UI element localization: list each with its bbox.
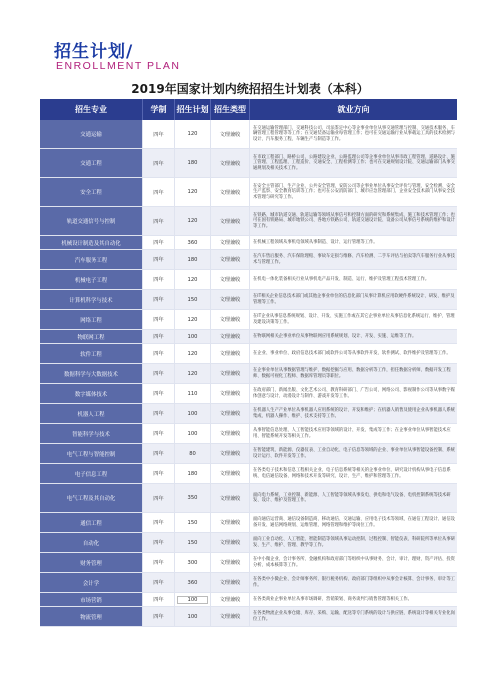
plan-cell-text: 360 [187, 239, 198, 246]
type-cell-text: 文理兼收 [219, 277, 241, 283]
type-cell-text: 文理兼收 [219, 580, 241, 586]
type-cell-text: 文理兼收 [219, 351, 241, 357]
duration-cell [143, 607, 175, 626]
duration-cell-text: 四年 [153, 597, 164, 603]
duration-cell [143, 553, 175, 572]
major-cell-text: 轨道交通信号与控制 [66, 219, 116, 225]
major-cell [40, 553, 143, 572]
duration-cell [143, 593, 175, 606]
type-cell [211, 484, 250, 512]
direction-cell-text: 在中小微企业、会计事务所、金融机构和政府部门等组织中从事财务、会计、审计、理财、资产评估、投资分析、成本核算等工作。 [253, 557, 455, 568]
plan-cell-text: 120 [187, 316, 198, 323]
plan-cell-text: 150 [187, 519, 198, 526]
duration-cell-text: 四年 [153, 257, 164, 263]
major-cell-text: 数据科学与大数据技术 [64, 371, 118, 378]
plan-cell-text: 120 [187, 350, 198, 357]
duration-cell [143, 533, 175, 552]
duration-cell-text: 四年 [153, 495, 164, 502]
plan-cell [175, 120, 211, 148]
direction-cell [250, 330, 457, 343]
duration-cell [143, 364, 175, 383]
plan-cell [175, 464, 211, 483]
duration-cell-text: 四年 [153, 614, 164, 620]
major-cell-text: 数字媒体技术 [74, 391, 108, 398]
table-row [40, 364, 457, 384]
type-cell [211, 384, 250, 403]
major-cell [40, 330, 143, 343]
direction-cell [250, 533, 457, 552]
duration-cell [143, 513, 175, 532]
table-row [40, 513, 457, 533]
type-cell-text: 文理兼收 [219, 218, 241, 225]
type-cell-text: 文理兼收 [219, 391, 241, 397]
plan-cell [175, 553, 211, 572]
type-cell-text: 文理兼收 [219, 257, 241, 263]
major-cell [40, 484, 143, 512]
duration-cell [143, 250, 175, 269]
table-row [40, 149, 457, 178]
type-cell [211, 424, 250, 443]
major-cell-text: 物流管理 [80, 614, 102, 621]
type-cell [211, 207, 250, 235]
major-cell-text: 智能科学与技术 [72, 431, 110, 438]
major-cell [40, 607, 143, 626]
direction-cell [250, 250, 457, 269]
direction-cell [250, 513, 457, 532]
major-cell [40, 344, 143, 363]
plan-cell-text: 150 [187, 296, 198, 303]
plan-cell [175, 270, 211, 289]
direction-cell [250, 178, 457, 206]
direction-cell-text: 在物联网相关企事业单位从事物联网应用系统规划、设计、开发、实施、运维等工作。 [253, 333, 417, 339]
major-cell [40, 250, 143, 269]
table-body [40, 120, 457, 627]
direction-cell-text: 在各类物流企业从事仓储、库存、采购、运输、配送等专门系统的设计与供应链、系统设计等相关专业化岗位工作。 [253, 611, 455, 622]
duration-cell [143, 444, 175, 463]
type-cell [211, 120, 250, 148]
plan-cell [175, 513, 211, 532]
table-row [40, 533, 457, 553]
direction-cell [250, 424, 457, 443]
plan-cell-text: 150 [187, 539, 198, 546]
direction-cell-text: 在机器人生产产业单位从事机器人应用系统的设计、开发和维护；在机器人销售及使用企业从事机器人系统集成、机器人操作、维护、技术支持等工作。 [253, 408, 455, 419]
duration-cell [143, 310, 175, 329]
table-row [40, 593, 457, 607]
plan-cell-text: 180 [187, 470, 198, 477]
plan-cell-text: 100 [187, 430, 198, 437]
duration-cell-text: 四年 [153, 471, 164, 477]
major-cell-text: 交通运输 [80, 132, 102, 138]
table-row [40, 384, 457, 404]
type-cell [211, 593, 250, 606]
major-cell-text: 安全工程 [80, 190, 102, 196]
major-cell [40, 444, 143, 463]
direction-cell [250, 484, 457, 512]
type-cell [211, 236, 250, 249]
major-cell [40, 207, 143, 235]
direction-cell [250, 120, 457, 148]
type-cell [211, 344, 250, 363]
plan-cell-text: 360 [187, 579, 198, 586]
direction-cell-text: 从事智能信息处理、人工智能技术应用等领域的设计、开发、集成等工作；在企事业单位从事智能技术应用、智能系统开发等相关工作。 [253, 428, 451, 439]
type-cell [211, 533, 250, 552]
table-row [40, 424, 457, 444]
duration-cell-text: 四年 [153, 277, 164, 283]
major-cell [40, 424, 143, 443]
plan-cell-text: 80 [189, 450, 196, 457]
direction-cell-text: 在机电一体化装备相关行业从事机电产品开发、制造、运行、维护及管理工程技术管理工作。 [253, 276, 430, 282]
direction-cell-text: 面向通信运营商、通信设备制造商、移动通信、交通运输、应用电子技术等领域、在通信工程设计、通信设备开发、通信网络规划、运维管理、网络管理和维护等岗位工作。 [253, 517, 455, 528]
plan-cell-text: 120 [187, 370, 198, 377]
duration-cell [143, 424, 175, 443]
plan-cell-text: 120 [187, 189, 198, 195]
major-cell [40, 270, 143, 289]
direction-cell-text: 在企事业单位从事数据管理与维护、数据挖掘与应用、数据分析等工作，担任数据分析师、数据开发工程师、数据可视化工程师、数据库管理员等职位。 [253, 368, 451, 379]
duration-cell-text: 四年 [153, 351, 164, 357]
duration-cell [143, 120, 175, 148]
major-cell-text: 电子信息工程 [74, 471, 108, 478]
type-cell-text: 文理兼收 [219, 495, 241, 502]
table-row [40, 178, 457, 207]
direction-cell-text: 面向电力系统、工业控制、新能源、人工智能等领域从事发电、供电和电气设备、电机控制系统等技术研发、设计、维护及管理工作。 [253, 492, 451, 503]
plan-cell [175, 236, 211, 249]
plan-cell [175, 250, 211, 269]
direction-cell [250, 236, 457, 249]
direction-cell [250, 364, 457, 383]
major-cell-text: 机械设计制造及其自动化 [61, 240, 121, 247]
plan-cell [175, 607, 211, 626]
duration-cell [143, 464, 175, 483]
table-row [40, 120, 457, 149]
direction-cell-text: 在机械工程领域从事机电领域从事制造、设计、运行管理等工作。 [253, 239, 378, 245]
direction-cell-text: 面向工业自动化、人工智能、智能制造等领域从事运动控制、过程控制、智能仪表、科研院所等单位从事研发、生产、维护、管理、教学等工作。 [253, 537, 455, 548]
type-cell [211, 464, 250, 483]
plan-cell [175, 149, 211, 177]
major-cell [40, 236, 143, 249]
type-cell [211, 290, 250, 309]
direction-cell [250, 290, 457, 309]
direction-cell [250, 384, 457, 403]
table-row [40, 290, 457, 310]
type-cell-text: 文理兼收 [219, 371, 241, 377]
duration-cell [143, 236, 175, 249]
plan-cell-text: 100 [187, 333, 198, 340]
duration-cell-text: 四年 [153, 189, 164, 196]
table-row [40, 573, 457, 593]
duration-cell-text: 四年 [153, 580, 164, 586]
type-cell-text: 文理兼收 [219, 240, 241, 246]
duration-cell [143, 404, 175, 423]
major-cell [40, 120, 143, 148]
type-cell-text: 文理兼收 [219, 520, 241, 526]
major-cell-text: 通信工程 [80, 520, 102, 527]
major-cell [40, 593, 143, 606]
plan-cell [175, 364, 211, 383]
type-cell-text: 文理兼收 [219, 297, 241, 303]
duration-cell-text: 四年 [153, 240, 164, 246]
direction-cell-text: 在铁路、城市轨道交通、轨道运输等领域从事信号和控制方面的研究和系统集成、施工和技术管理工作；也可在国有铁路局、城市地铁公司、各地方铁路公司、轨道交通设计院、设备公司从事信号系统的维护和设计等工作。 [253, 212, 455, 229]
table-row [40, 404, 457, 424]
direction-cell-text: 在交通运输管理部门、交通科技公司、司法鉴定中心等企事业单位从事交通管理与控制、交通技术服务、车辆管理工程管理等等工作；在交通装备运输业每管理工作；也可在交通运输行业从事载运工具的技术检测与设计、汽车服务工程、车辆生产与制造等工作。 [253, 125, 455, 142]
type-cell-text: 文理兼收 [219, 451, 241, 457]
type-cell-text: 文理兼收 [219, 431, 241, 437]
type-cell-text: 文理兼收 [219, 560, 241, 566]
plan-cell [175, 207, 211, 235]
type-cell [211, 178, 250, 206]
plan-cell [175, 573, 211, 592]
major-cell-text: 网络工程 [80, 317, 102, 324]
type-cell-text: 文理兼收 [219, 317, 241, 323]
type-cell [211, 513, 250, 532]
duration-cell [143, 270, 175, 289]
major-cell [40, 533, 143, 552]
type-cell-text: 文理兼收 [219, 160, 241, 167]
plan-cell-text: 180 [187, 256, 198, 263]
duration-cell-text: 四年 [153, 160, 164, 167]
duration-cell-text: 四年 [153, 560, 164, 566]
type-cell-text: 文理兼收 [219, 411, 241, 417]
direction-cell [250, 593, 457, 606]
duration-cell [143, 344, 175, 363]
direction-cell [250, 573, 457, 592]
major-cell-text: 交通工程 [80, 161, 102, 167]
major-cell [40, 178, 143, 206]
type-cell-text: 文理兼收 [219, 471, 241, 477]
major-cell [40, 310, 143, 329]
plan-cell [175, 310, 211, 329]
duration-cell-text: 四年 [153, 451, 164, 457]
type-cell-text: 文理兼收 [219, 597, 241, 603]
type-cell-text: 文理兼收 [219, 540, 241, 546]
plan-cell [175, 444, 211, 463]
major-cell-text: 机械电子工程 [74, 277, 108, 284]
direction-cell [250, 310, 457, 329]
enrollment-table [40, 99, 457, 627]
plan-cell-text: 120 [187, 131, 198, 137]
duration-cell [143, 149, 175, 177]
plan-cell-text: 300 [187, 559, 198, 566]
table-row [40, 607, 457, 627]
direction-cell [250, 607, 457, 626]
type-cell-text: 文理兼收 [219, 131, 241, 138]
major-cell-text: 电气工程与智能控制 [66, 451, 116, 458]
major-cell [40, 149, 143, 177]
type-cell [211, 553, 250, 572]
major-cell-text: 电气工程及其自动化 [66, 496, 116, 502]
major-cell-text: 自动化 [82, 540, 100, 547]
direction-cell-text: 在政府部门、新闻出版、文化艺术公司、教育科研部门、广告公司、网络公司、影视制作公司等从事数字媒体创意与设计、动漫设计与制作、游戏开发等工作。 [253, 388, 455, 399]
plan-cell-text: 120 [187, 276, 198, 283]
major-cell-text: 市场营销 [80, 597, 102, 604]
duration-cell-text: 四年 [153, 411, 164, 417]
major-cell-text: 计算机科学与技术 [69, 297, 113, 304]
type-cell [211, 330, 250, 343]
plan-cell [175, 404, 211, 423]
type-cell [211, 364, 250, 383]
type-cell-text: 文理兼收 [219, 189, 241, 196]
direction-cell [250, 344, 457, 363]
duration-cell-text: 四年 [153, 540, 164, 546]
direction-cell [250, 464, 457, 483]
direction-cell-text: 在各类电子技术和信息工程相关企业、电子信息系统等相关的企事业单位、研究设计机构从事电子信息系统、电信通信设备、网络和技术开发等研究、设计、生产、维护和管理等工作。 [253, 468, 451, 479]
plan-cell [175, 290, 211, 309]
table-row [40, 310, 457, 330]
table-row [40, 250, 457, 270]
direction-cell [250, 553, 457, 572]
direction-cell [250, 207, 457, 235]
major-cell-text: 软件工程 [80, 351, 102, 358]
direction-cell-text: 在企业、事业单位、政府信息技术部门或软件公司等从事软件开发、软件测试、软件维护及管理等工作。 [253, 350, 451, 356]
type-cell [211, 404, 250, 423]
plan-cell [175, 533, 211, 552]
plan-cell-text: 120 [187, 218, 198, 224]
direction-cell-text: 在汽车售后服务、汽车保险理赔、事故车定损与维修、汽车检测、二手车评估与拍卖等汽车服务行业从事技术与管理工作。 [253, 254, 455, 265]
duration-cell [143, 573, 175, 592]
direction-cell-text: 在市政工程部门、路桥公司、公路建设企业、公路监理公司等企事业单位从事市政工程管理、道路设计、施工管理、工程监理、工程造价、交通安全、工程检测等工作；也可在交通规划设计院、交通运输部门从事交通规划及相关技术工作。 [253, 154, 455, 171]
table-row [40, 207, 457, 236]
type-cell [211, 444, 250, 463]
type-cell-text: 文理兼收 [219, 334, 241, 340]
table-row [40, 270, 457, 290]
major-cell-text: 会计学 [82, 580, 100, 587]
major-cell [40, 464, 143, 483]
table-header [40, 99, 457, 120]
major-cell [40, 384, 143, 403]
direction-cell [250, 149, 457, 177]
table-row [40, 344, 457, 364]
header-duration: 学制 [143, 99, 175, 120]
direction-cell-text: 在IT相关企业信息技术部门或其他企事业单位的信息化部门从事计算机应用软硬件系统设计、研发、维护及管理等工作。 [253, 294, 455, 305]
duration-cell-text: 四年 [153, 371, 164, 377]
type-cell [211, 270, 250, 289]
major-cell-text: 物联网工程 [77, 334, 105, 341]
direction-cell [250, 270, 457, 289]
direction-cell-text: 在智能建筑、新能源、仪器仪表、工业自动化、电子信息等领域的企业、事业单位从事智能设备控制、系统设计运行、软件开发等工作。 [253, 448, 455, 459]
plan-cell [175, 384, 211, 403]
section-subtitle: ENROLLMENT PLAN [56, 60, 181, 72]
duration-cell-text: 四年 [153, 131, 164, 138]
major-cell-text: 汽车服务工程 [74, 257, 108, 264]
plan-cell-text: 180 [187, 160, 198, 166]
duration-cell-text: 四年 [153, 520, 164, 526]
duration-cell [143, 330, 175, 343]
duration-cell-text: 四年 [153, 317, 164, 323]
type-cell [211, 310, 250, 329]
major-cell [40, 513, 143, 532]
type-cell [211, 250, 250, 269]
duration-cell-text: 四年 [153, 391, 164, 397]
table-row [40, 444, 457, 464]
type-cell-text: 文理兼收 [219, 614, 241, 620]
direction-cell-text: 在IT企业从事信息系统规划、设计、开发、实施工作或在其它企事业单位从事信息化系统运行、维护、管理及建设决策等工作。 [253, 314, 455, 325]
type-cell [211, 573, 250, 592]
duration-cell [143, 290, 175, 309]
direction-cell-text: 在各类中小微企业、会计师事务所、银行税务机构、政府部门等组织中从事会计核算、会计事务、审计等工作。 [253, 577, 455, 588]
type-cell [211, 149, 250, 177]
major-cell-text: 财务管理 [80, 560, 102, 567]
duration-cell-text: 四年 [153, 431, 164, 437]
duration-cell [143, 178, 175, 206]
header-type: 招生类型 [211, 99, 250, 120]
table-row [40, 553, 457, 573]
direction-cell-text: 在各类商业企事业单位从事市场调研、营销策划、商务谈判与销售管理等相关工作。 [253, 596, 412, 602]
header-major: 招生专业 [40, 99, 143, 120]
table-row [40, 464, 457, 484]
duration-cell [143, 484, 175, 512]
plan-cell [175, 484, 211, 512]
table-row [40, 330, 457, 344]
direction-cell [250, 404, 457, 423]
duration-cell-text: 四年 [153, 218, 164, 225]
table-row [40, 484, 457, 513]
major-cell [40, 364, 143, 383]
plan-cell-text: 100 [187, 410, 198, 417]
plan-cell [175, 344, 211, 363]
plan-cell-text: 100 [177, 596, 209, 604]
type-cell [211, 607, 250, 626]
major-cell [40, 404, 143, 423]
direction-cell-text: 在安全主管部门、生产企业、公共安全管理、安防公司等企事业单位从事安全评价与管理、安全检测、安全生产监察、安全教育培训等工作；也可在公安消防部门、城市应急管理部门、企业安全技术部门从事安全技术管理与研究等工作。 [253, 183, 455, 200]
table-row [40, 236, 457, 250]
plan-cell [175, 178, 211, 206]
document-title: 2019年国家计划内统招招生计划表（本科） [131, 82, 369, 96]
duration-cell [143, 207, 175, 235]
duration-cell-text: 四年 [153, 297, 164, 303]
plan-cell [175, 593, 211, 606]
section-title: 招生计划/ [54, 42, 134, 62]
duration-cell [143, 384, 175, 403]
plan-cell [175, 424, 211, 443]
header-plan: 招生计划 [175, 99, 211, 120]
header-direction: 就业方向 [337, 105, 370, 114]
duration-cell-text: 四年 [153, 334, 164, 340]
major-cell-text: 机器人工程 [77, 411, 105, 418]
plan-cell-text: 350 [187, 495, 198, 501]
plan-cell [175, 330, 211, 343]
plan-cell-text: 100 [187, 613, 198, 620]
direction-cell [250, 444, 457, 463]
major-cell [40, 573, 143, 592]
plan-cell-text: 110 [187, 390, 198, 397]
major-cell [40, 290, 143, 309]
